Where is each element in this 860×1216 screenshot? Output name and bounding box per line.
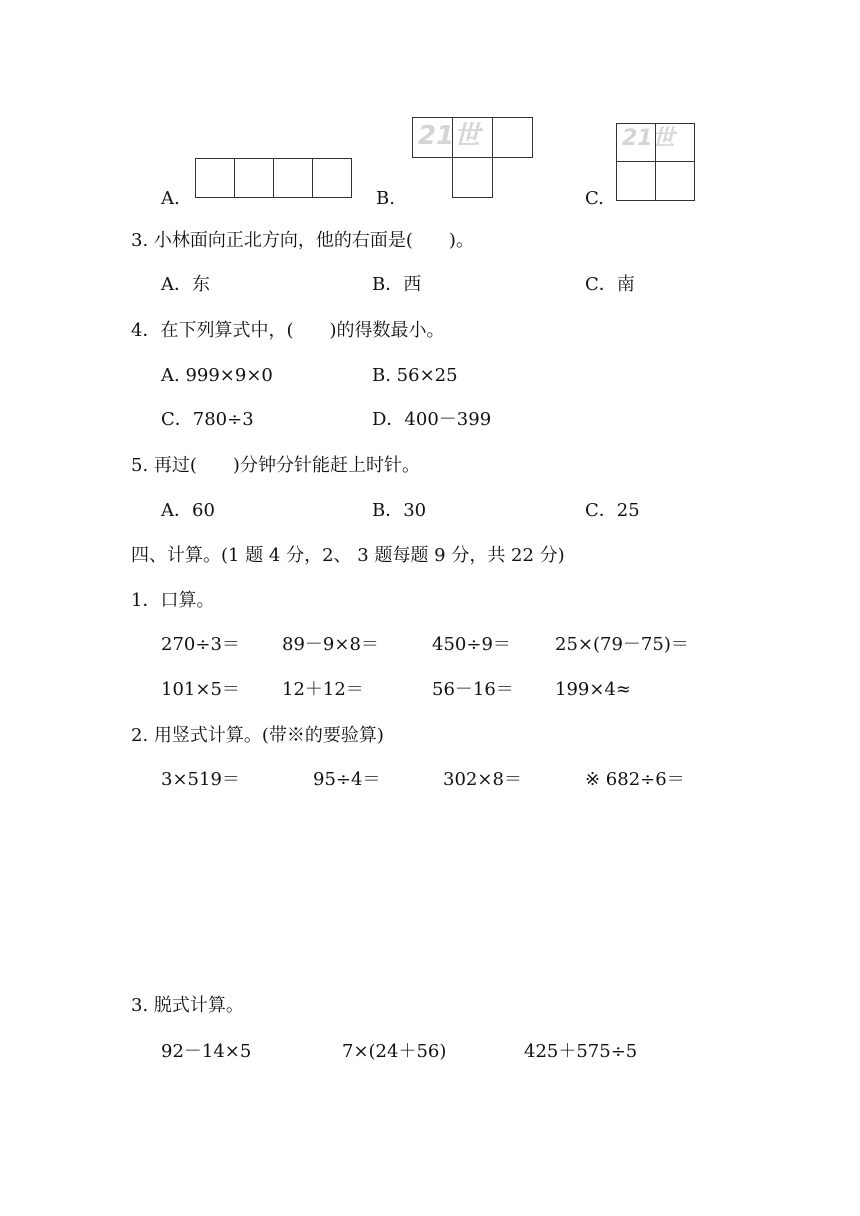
watermark: 21世 bbox=[622, 126, 675, 151]
section-4-title: 四、计算。(1 题 4 分，2、 3 题每题 9 分，共 22 分) bbox=[131, 545, 565, 566]
net-square bbox=[195, 158, 235, 198]
oral-calc-item: 56－16＝ bbox=[432, 679, 514, 700]
oral-calc-item: 12＋12＝ bbox=[282, 679, 364, 700]
question-4-option-a: A. 999×9×0 bbox=[161, 365, 273, 386]
question-4-stem: 4．在下列算式中，( )的得数最小。 bbox=[131, 320, 445, 341]
step-calc-item: 7×(24＋56) bbox=[342, 1041, 447, 1062]
oral-calc-item: 101×5＝ bbox=[161, 679, 240, 700]
question-4-option-b: B. 56×25 bbox=[372, 365, 458, 386]
step-calc-item: 425＋575÷5 bbox=[524, 1041, 638, 1062]
question-5-option-c: C．25 bbox=[585, 500, 640, 521]
oral-calc-item: 25×(79－75)＝ bbox=[555, 634, 689, 655]
question-4-option-d: D．400－399 bbox=[372, 409, 492, 430]
question-5-stem: 5. 再过( )分钟分针能赶上时针。 bbox=[131, 455, 420, 476]
option-b-label: B. bbox=[376, 188, 395, 209]
oral-calc-item: 199×4≈ bbox=[555, 679, 631, 700]
problem-2-stem: 2. 用竖式计算。(带※的要验算) bbox=[131, 725, 384, 746]
oral-calc-item: 450÷9＝ bbox=[432, 634, 511, 655]
net-square bbox=[273, 158, 313, 198]
question-4-option-c: C．780÷3 bbox=[161, 409, 254, 430]
vertical-calc-item: ※ 682÷6＝ bbox=[585, 769, 685, 790]
option-a-label: A. bbox=[161, 188, 180, 209]
vertical-calc-item: 3×519＝ bbox=[161, 769, 240, 790]
vertical-calc-item: 302×8＝ bbox=[443, 769, 522, 790]
net-square bbox=[234, 158, 274, 198]
option-c-label: C. bbox=[585, 188, 604, 209]
net-square bbox=[616, 161, 656, 201]
question-5-option-b: B．30 bbox=[372, 500, 427, 521]
oral-calc-item: 89－9×8＝ bbox=[282, 634, 379, 655]
net-square bbox=[452, 157, 493, 198]
question-3-option-c: C．南 bbox=[585, 274, 635, 295]
oral-calc-item: 270÷3＝ bbox=[161, 634, 240, 655]
question-5-option-a: A．60 bbox=[161, 500, 215, 521]
watermark: 21世 bbox=[418, 121, 481, 151]
problem-3-stem: 3. 脱式计算。 bbox=[131, 995, 244, 1016]
question-3-option-a: A．东 bbox=[161, 274, 210, 295]
vertical-calc-item: 95÷4＝ bbox=[313, 769, 381, 790]
question-3-stem: 3. 小林面向正北方向，他的右面是( )。 bbox=[131, 230, 474, 251]
net-square bbox=[312, 158, 352, 198]
net-square bbox=[492, 117, 533, 158]
problem-1-stem: 1．口算。 bbox=[131, 590, 215, 611]
question-3-option-b: B．西 bbox=[372, 274, 422, 295]
net-square bbox=[655, 161, 695, 201]
step-calc-item: 92－14×5 bbox=[161, 1041, 252, 1062]
